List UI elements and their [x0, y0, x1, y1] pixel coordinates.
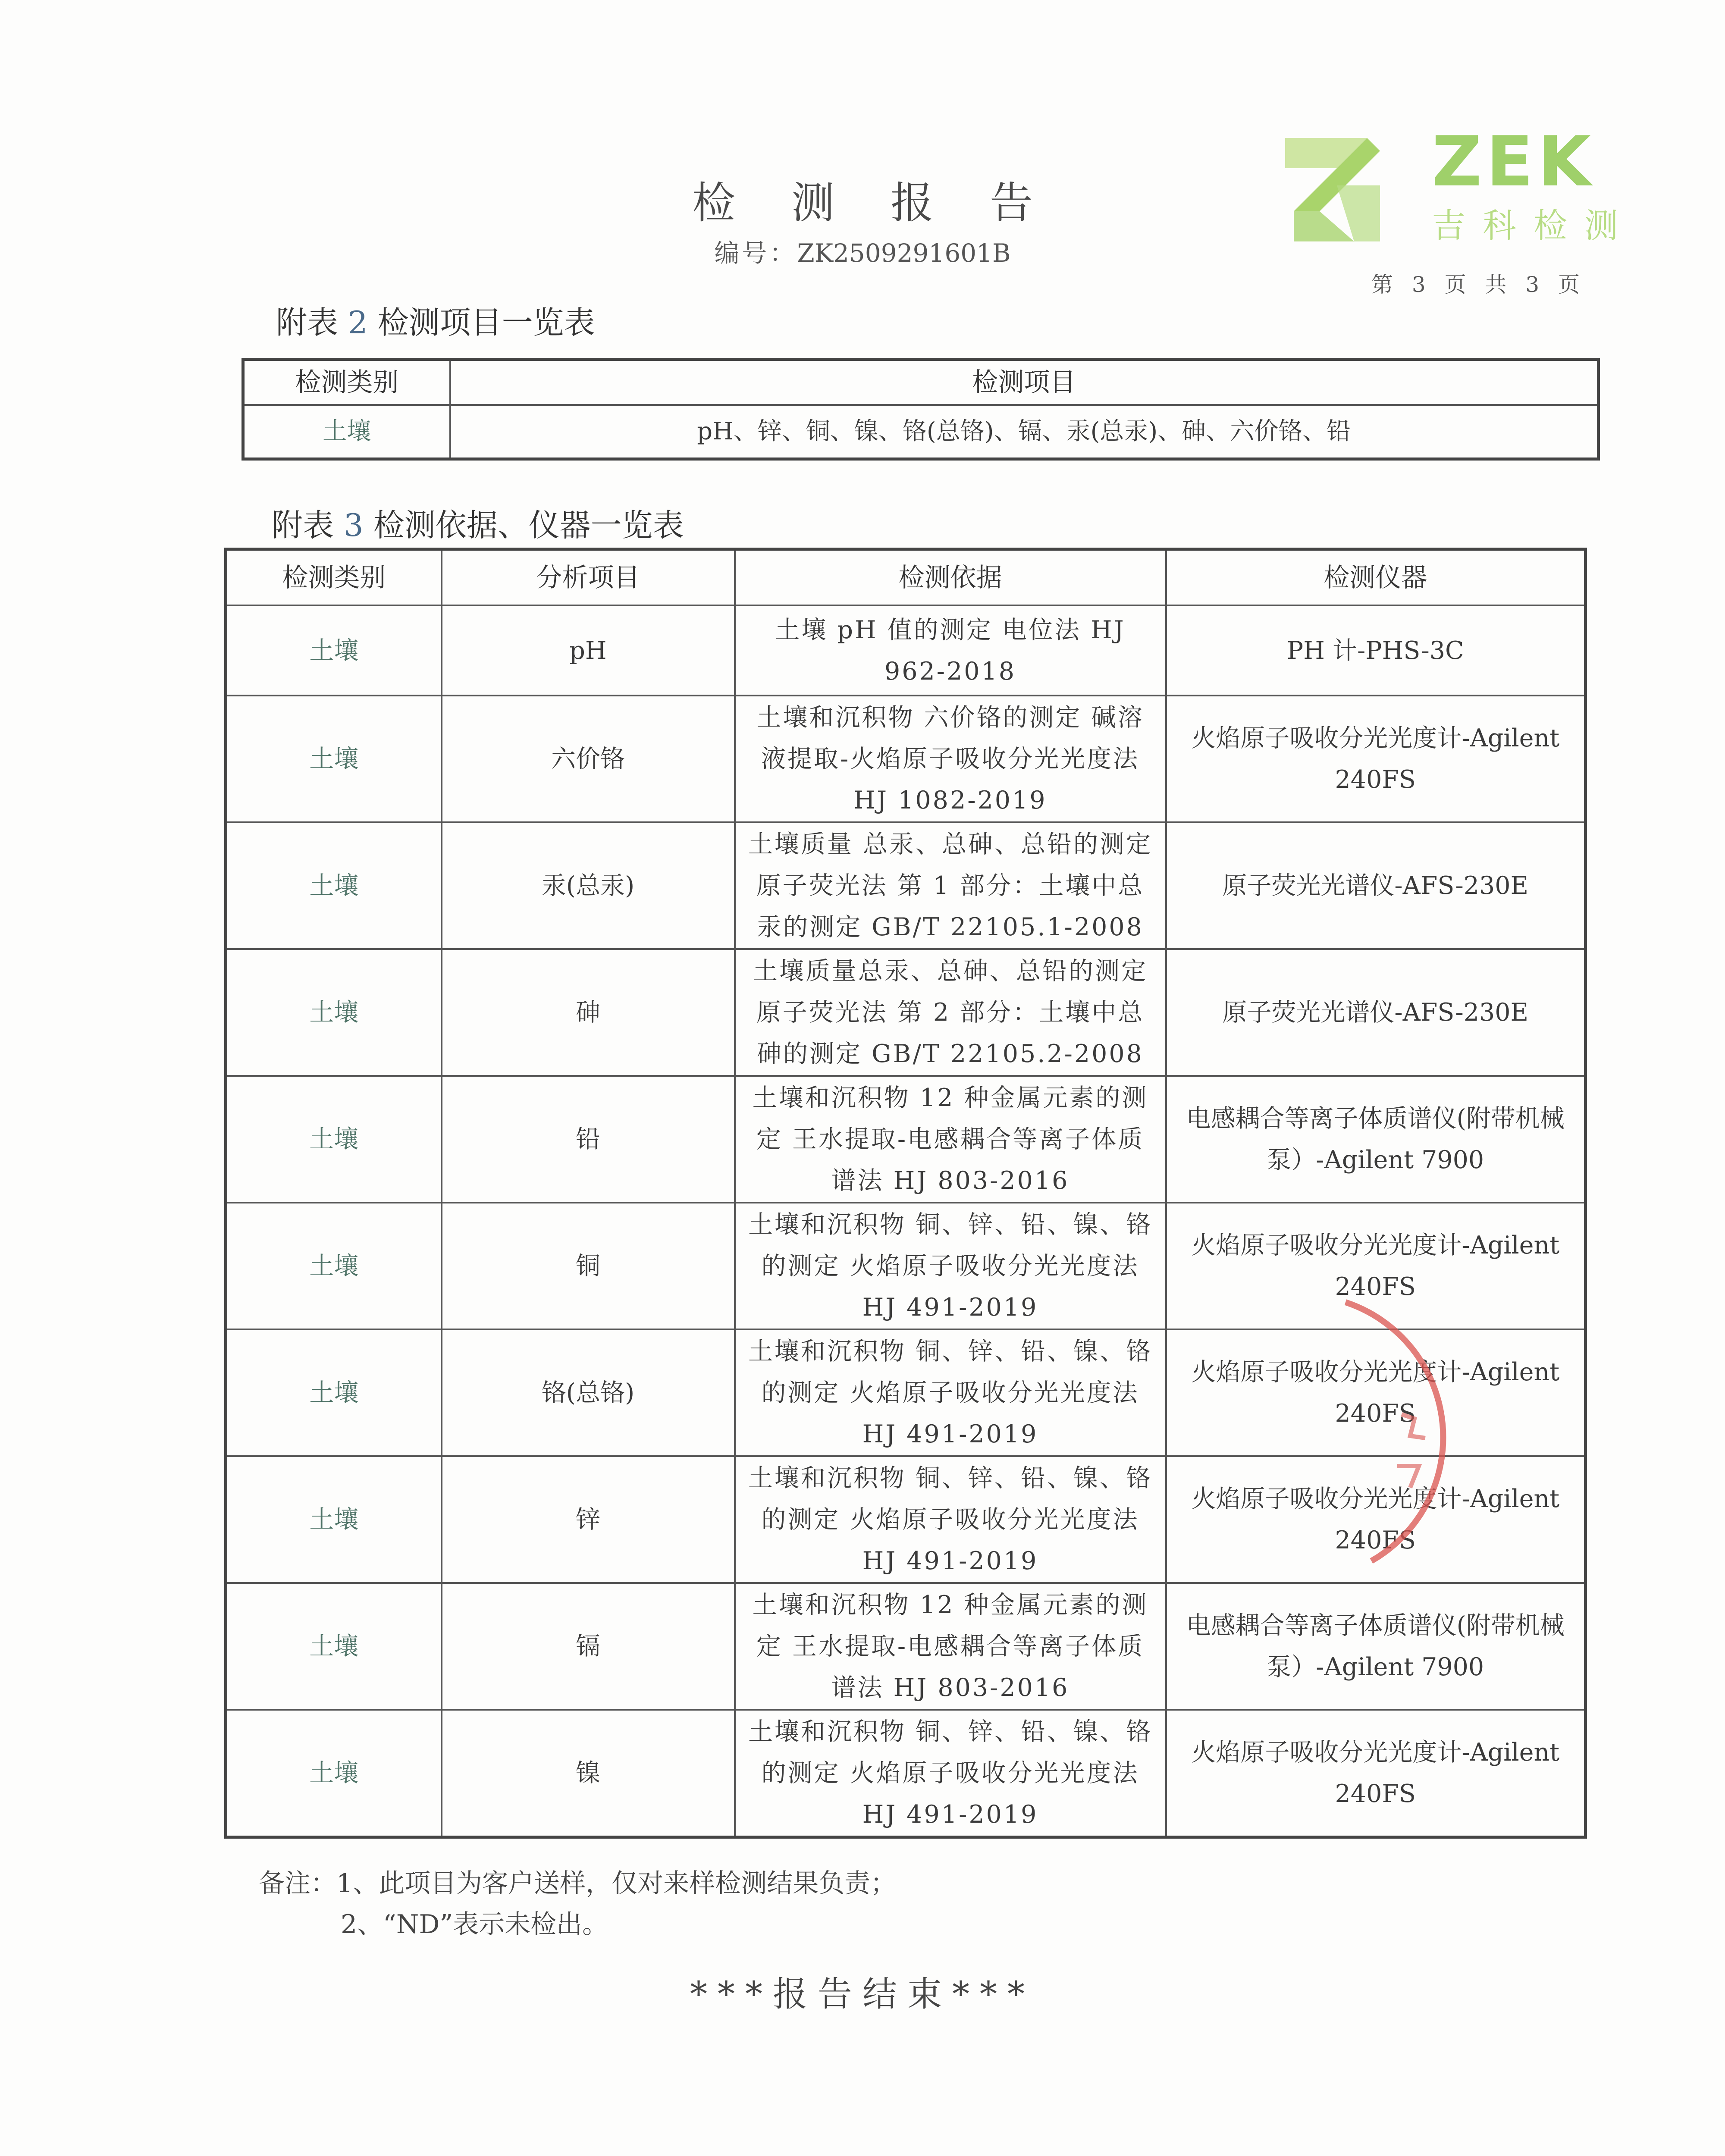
page-indicator: 第 3 页 共 3 页: [1371, 272, 1586, 297]
basis-cell: 土壤质量 总汞、总砷、总铅的测定 原子荧光法 第 1 部分：土壤中总汞的测定 GB/T 22105.1-2008: [735, 822, 1166, 949]
category-cell: 土壤: [226, 1329, 442, 1456]
report-number-label: 编号：: [714, 238, 797, 268]
item-cell: 汞(总汞): [442, 822, 735, 949]
category-cell: 土壤: [226, 822, 442, 949]
basis-cell: 土壤质量总汞、总砷、总铅的测定 原子荧光法 第 2 部分：土壤中总砷的测定 GB/T 22105.2-2008: [735, 949, 1166, 1076]
basis-cell: 土壤和沉积物 铜、锌、铅、镍、铬的测定 火焰原子吸收分光光度法 HJ 491-2019: [735, 1710, 1166, 1837]
table-row: [226, 605, 1586, 696]
item-cell: 铜: [442, 1203, 735, 1329]
item-cell: 铅: [442, 1076, 735, 1203]
category-cell: 土壤: [226, 1456, 442, 1583]
instrument-cell: 原子荧光光谱仪-AFS-230E: [1166, 822, 1586, 949]
report-title: 检测报告: [692, 178, 1089, 228]
logo-subtitle-text: 吉科检测: [1432, 207, 1636, 245]
column-header: 检测依据: [735, 549, 1166, 606]
category-cell: 土壤: [226, 696, 442, 822]
table-row: [226, 1076, 1586, 1203]
logo-brand-text: ZEK: [1432, 121, 1596, 202]
table-header-row: [243, 360, 1599, 405]
note-line-1: 备注：1、此项目为客户送样，仅对来样检测结果负责；: [259, 1868, 897, 1899]
instrument-cell: 火焰原子吸收分光光度计-Agilent 240FS: [1166, 696, 1586, 822]
basis-cell: 土壤 pH 值的测定 电位法 HJ 962-2018: [735, 605, 1166, 696]
test-items-table: [242, 358, 1600, 461]
table2-caption-prefix: 附表: [276, 304, 339, 341]
item-cell: 镉: [442, 1583, 735, 1710]
item-cell: 镍: [442, 1710, 735, 1837]
category-cell: 土壤: [226, 605, 442, 696]
category-cell: 土壤: [226, 1076, 442, 1203]
instrument-cell: 火焰原子吸收分光光度计-Agilent 240FS: [1166, 1203, 1586, 1329]
basis-cell: 土壤和沉积物 铜、锌、铅、镍、铬的测定 火焰原子吸收分光光度法 HJ 491-2019: [735, 1456, 1166, 1583]
table2-caption-number: 2: [348, 304, 368, 341]
category-cell: 土壤: [226, 949, 442, 1076]
instrument-cell: 火焰原子吸收分光光度计-Agilent 240FS: [1166, 1710, 1586, 1837]
report-number-value: ZK2509291601B: [797, 238, 1011, 268]
report-end-marker: ***报告结束***: [690, 1974, 1035, 2014]
table3-caption-title: 检测依据、仪器一览表: [373, 507, 684, 543]
basis-cell: 土壤和沉积物 铜、锌、铅、镍、铬的测定 火焰原子吸收分光光度法 HJ 491-2019: [735, 1329, 1166, 1456]
table-row: [226, 696, 1586, 822]
company-logo: [1268, 121, 1682, 267]
category-cell: 土壤: [243, 405, 450, 459]
column-header: 分析项目: [442, 549, 735, 606]
table3-caption: [272, 500, 684, 545]
instrument-cell: PH 计-PHS-3C: [1166, 605, 1586, 696]
basis-cell: 土壤和沉积物 12 种金属元素的测定 王水提取-电感耦合等离子体质谱法 HJ 803-2016: [735, 1583, 1166, 1710]
table3-caption-prefix: 附表: [272, 507, 334, 543]
table3-caption-number: 3: [343, 507, 364, 543]
column-header: 检测类别: [243, 360, 450, 405]
basis-cell: 土壤和沉积物 六价铬的测定 碱溶液提取-火焰原子吸收分光光度法 HJ 1082-2019: [735, 696, 1166, 822]
items-cell: pH、锌、铜、镍、铬(总铬)、镉、汞(总汞)、砷、六价铬、铅: [450, 405, 1599, 459]
instrument-cell: 电感耦合等离子体质谱仪(附带机械泵）-Agilent 7900: [1166, 1076, 1586, 1203]
column-header: 检测类别: [226, 549, 442, 606]
category-cell: 土壤: [226, 1203, 442, 1329]
item-cell: pH: [442, 605, 735, 696]
category-cell: 土壤: [226, 1710, 442, 1837]
table-row: [226, 1710, 1586, 1837]
column-header: 检测仪器: [1166, 549, 1586, 606]
instrument-cell: 火焰原子吸收分光光度计-Agilent 240FS: [1166, 1329, 1586, 1456]
seal-stamp-icon: [1294, 1285, 1501, 1578]
table-row: [226, 949, 1586, 1076]
table-header-row: [226, 549, 1586, 606]
item-cell: 砷: [442, 949, 735, 1076]
item-cell: 铬(总铬): [442, 1329, 735, 1456]
note-line-2: 2、“ND”表示未检出。: [341, 1909, 608, 1940]
item-cell: 锌: [442, 1456, 735, 1583]
table2-caption: [276, 298, 595, 342]
methods-instruments-table: [224, 548, 1587, 1839]
table-row: [243, 405, 1599, 459]
instrument-cell: 火焰原子吸收分光光度计-Agilent 240FS: [1166, 1456, 1586, 1583]
table-row: [226, 822, 1586, 949]
instrument-cell: 电感耦合等离子体质谱仪(附带机械泵）-Agilent 7900: [1166, 1583, 1586, 1710]
table2-caption-title: 检测项目一览表: [377, 304, 595, 341]
basis-cell: 土壤和沉积物 铜、锌、铅、镍、铬的测定 火焰原子吸收分光光度法 HJ 491-2019: [735, 1203, 1166, 1329]
logo-mark-icon: [1285, 138, 1380, 241]
basis-cell: 土壤和沉积物 12 种金属元素的测定 王水提取-电感耦合等离子体质谱法 HJ 803-2016: [735, 1076, 1166, 1203]
category-cell: 土壤: [226, 1583, 442, 1710]
table-row: [226, 1583, 1586, 1710]
column-header: 检测项目: [450, 360, 1599, 405]
item-cell: 六价铬: [442, 696, 735, 822]
instrument-cell: 原子荧光光谱仪-AFS-230E: [1166, 949, 1586, 1076]
